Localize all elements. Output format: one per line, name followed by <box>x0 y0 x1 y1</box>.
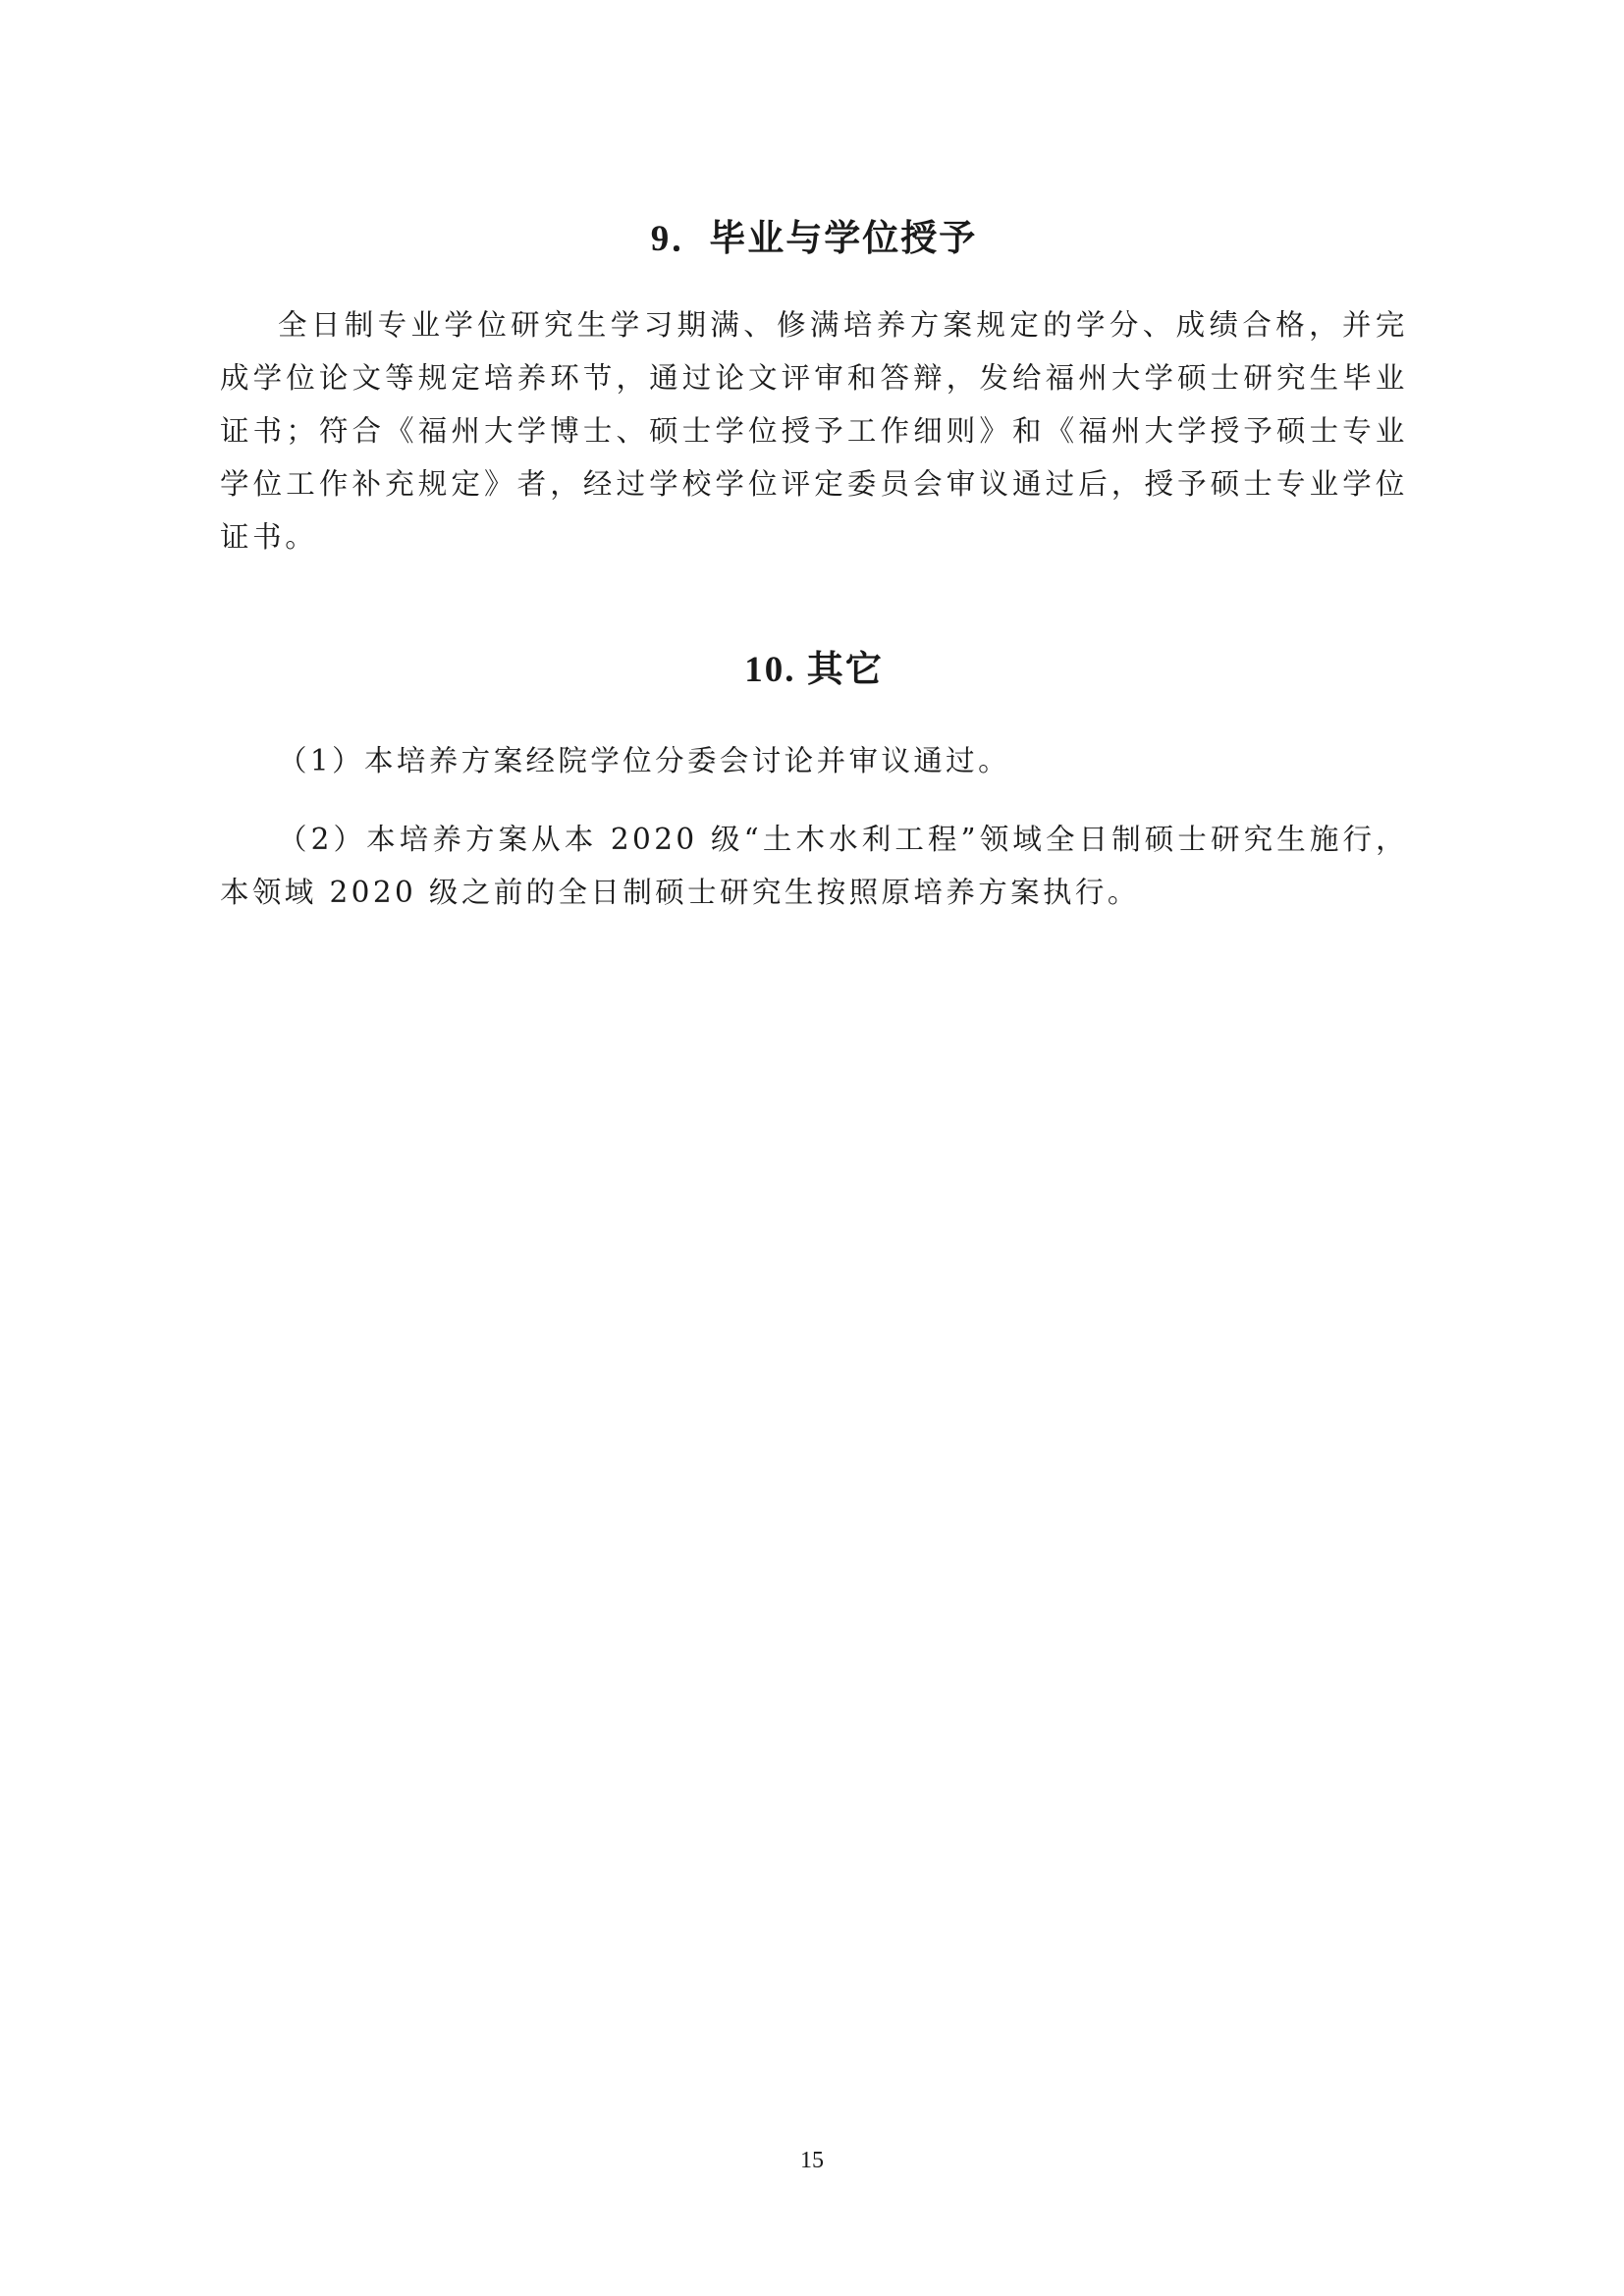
section-heading-graduation <box>220 213 1408 264</box>
section-heading-other <box>220 644 1408 695</box>
page-number: 15 <box>800 2148 824 2173</box>
paragraph-graduation-degree: 全日制专业学位研究生学习期满、修满培养方案规定的学分、成绩合格，并完成学位论文等规定培养环节，通过论文评审和答辩，发给福州大学硕士研究生毕业证书；符合《福州大学博士、硕士学位授予工作细则》和《福州大学授予硕士专业学位工作补充规定》者，经过学校学位评定委员会审议通过后，授予硕士专业学位证书。 <box>220 308 1408 554</box>
section-number: 9． <box>650 219 710 259</box>
section-title-text: 毕业与学位授予 <box>709 216 978 259</box>
list-item-approval: （1）本培养方案经院学位分委会讨论并审议通过。 <box>278 744 1010 777</box>
section-number: 10. <box>744 650 807 690</box>
section-title-text: 其它 <box>806 647 884 690</box>
list-item-implementation: （2）本培养方案从本 2020 级“土木水利工程”领域全日制硕士研究生施行，本领域 2020 级之前的全日制硕士研究生按照原培养方案执行。 <box>220 823 1408 909</box>
